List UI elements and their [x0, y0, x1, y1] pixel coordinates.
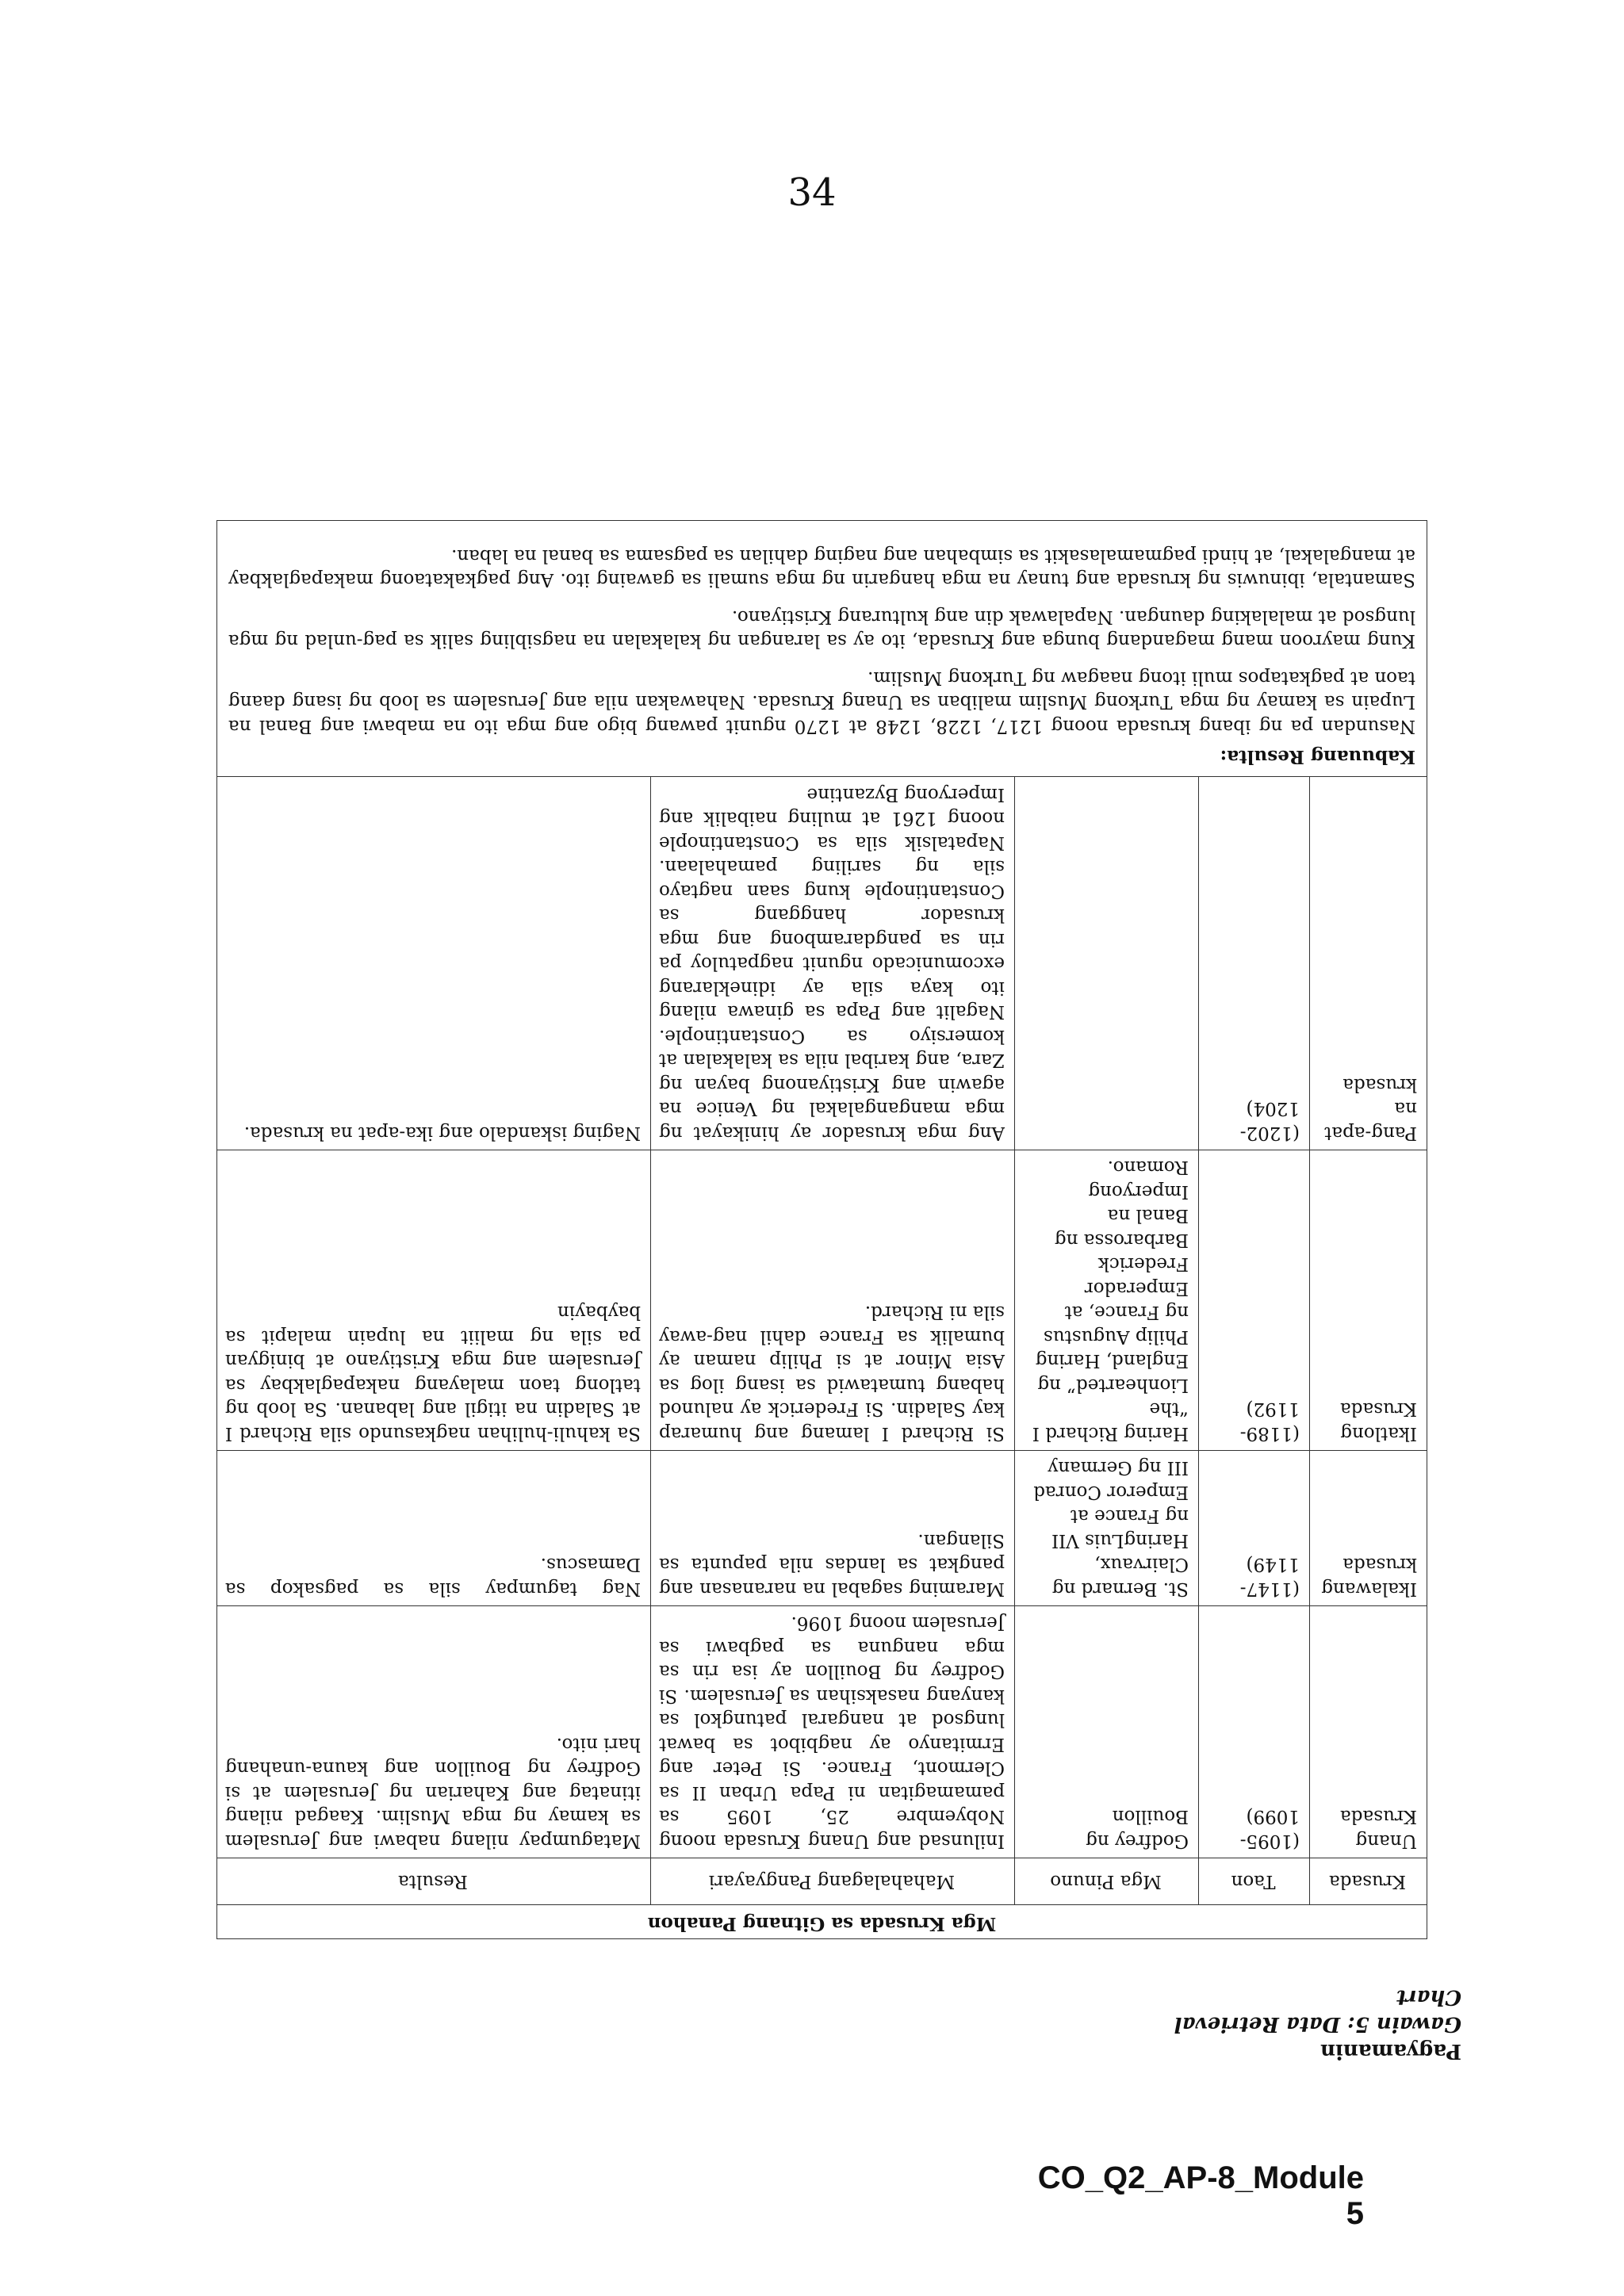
cell-resulta: Nag tagumpay sila sa pagsakop sa Damascus.	[216, 1451, 650, 1606]
cell-pangyayari: Ang mga krusador ay hinikayat ng mga mangangalakal ng Venice na agawin ang Kristiyanong bayan ng Zara, ang karibal nila sa kalakalan at komersiyo sa Constantinople. Nagalit ang Papa sa ginawa nilang ito kaya sila ay idineklarang excomunicado ngunit nagpatuloy pa rin sa pangdarambong ang mga krusador hanggang sa Constantinople kung saan nagtayo sila ng sariling pamahalaan. Napatalsik sila sa Constantinople noong 1261 at muling naibalik ang Imperyong Byzantine	[651, 777, 1015, 1150]
activity-title: Gawain 5: Data Retrieval	[1174, 2012, 1461, 2036]
overall-results-row	[216, 521, 1427, 777]
cell-taon: (1202-1204)	[1199, 777, 1310, 1150]
table-row	[216, 1451, 1427, 1606]
overall-results-cell	[216, 521, 1427, 777]
results-paragraph: Samantala, ibinuwis ng krusada ang tunay na mga hangarin ng mga sumali sa gawaing ito. Ang pagkakataong makapaglakbay at mangalakal, at hindi pagmamalasakit sa simbahan ang naging dahilan sa pagsama sa banal na laban.	[228, 545, 1415, 591]
cell-pinuno: Godfrey ng Bouillon	[1015, 1606, 1199, 1858]
cell-taon: (1147-1149)	[1199, 1451, 1310, 1606]
table-title: Mga Krusada sa Gitnang Panahon	[216, 1905, 1427, 1939]
table-row	[216, 777, 1427, 1150]
section-label: Pagyamanin	[1320, 2039, 1461, 2063]
page-number: 34	[787, 170, 837, 215]
cell-taon: (1095-1099)	[1199, 1606, 1310, 1858]
cell-krusada: Ikalawang krusada	[1310, 1451, 1427, 1606]
cell-pangyayari: Inilunsad ang Unang Krusada noong Nobyembre 25, 1095 sa pamamagitan ni Papa Urban II sa Clermont, France. Si Peter ang Ermitanyo ay nagbibot sa bawat lungsod at nangaral patungkol sa kanyang nasaksihan sa Jerusalem. Si Godfrey ng Bouillon ay isa rin sa mga nanguna sa pagbawi sa Jerusalem noong 1096.	[651, 1606, 1015, 1858]
cell-pangyayari: Maraming sagabal na naranasan ang pangkat sa landas nila papunta sa Silangan.	[651, 1451, 1015, 1606]
cell-krusada: Unang Krusada	[1310, 1606, 1427, 1858]
cell-krusada: Ikatlong Krusada	[1310, 1150, 1427, 1451]
cell-pinuno: St. Bernard ng Clairvaux, HaringLuis VII ng France at Emperor Conrad III ng Germany	[1015, 1451, 1199, 1606]
activity-title-continued: Chart	[1396, 1985, 1461, 2009]
cell-resulta: Matagumpay nilang nabawi ang Jerusalem sa kamay ng mga Muslim. Kaagad nilang itinatag ang Kaharian ng Jerusalem at si Godfrey ng Bouillon ang kauna-unahang hari nito.	[216, 1606, 650, 1858]
header-resulta: Resulta	[216, 1858, 650, 1905]
cell-resulta: Naging iskandalo ang ika-apat na krusada.	[216, 777, 650, 1150]
table-row	[216, 1150, 1427, 1451]
header-pinuno: Mga Pinuno	[1015, 1858, 1199, 1905]
results-paragraph: Kung mayroon mang magandang bunga ang Krusada, ito ay sa larangan ng kalakalan na nagsibling salik sa pag-unlad ng mga lungsod at malalaking daungan. Napalawak din ang kulturang Kristiyano.	[228, 607, 1415, 652]
header-pangyayari: Mahahalagang Pangyayari	[651, 1858, 1015, 1905]
cell-krusada: Pang-apat na krusada	[1310, 777, 1427, 1150]
results-paragraph: Nasundan pa ng ibang krusada noong 1217, 1228, 1248 at 1270 ngunit pawang bigo ang mga ito na mabawi ang Banal na Lupain sa kamay ng mga Turkong Muslim maliban sa Unang Krusada. Nahawakan nila ang Jerusalem sa loob ng isang daang taon at pagkatapos muli itong naagaw ng Turkong Muslim.	[228, 668, 1415, 737]
crusades-table	[216, 521, 1427, 1940]
header-taon: Taon	[1199, 1858, 1310, 1905]
table-header-row	[216, 1858, 1427, 1905]
cell-taon: (1189-1192)	[1199, 1150, 1310, 1451]
data-retrieval-chart	[217, 521, 1427, 1940]
cell-resulta: Sa kahuli-hulihan nagkasundo sila Richard I at Saladin na itigil ang labanan. Sa loob ng tatlong taon malayang nakapaglakbay sa Jerusalem ang mga Kristiyano at binigyan pa sila ng maliit na lupain malapit sa baybayin	[216, 1150, 650, 1451]
module-code: CO_Q2_AP-8_Module 5	[1037, 2160, 1364, 2231]
cell-pinuno	[1015, 777, 1199, 1150]
results-heading: Kabuuang Resulta:	[1220, 746, 1415, 768]
header-krusada: Krusada	[1310, 1858, 1427, 1905]
table-row	[216, 1606, 1427, 1858]
cell-pinuno: Haring Richard I “the Lionhearted” ng England, Haring Philip Augustus ng France, at Emperador Frederick Barbarossa ng Banal na Imperyong Romano.	[1015, 1150, 1199, 1451]
activity-heading	[1128, 1984, 1461, 2064]
cell-pangyayari: Si Richard I lamang ang humarap kay Saladin. Si Frederick ay nalunod habang tumatawid sa isang ilog sa Asia Minor at si Philip naman ay bumalik sa France dahil nag-away sila ni Richard.	[651, 1150, 1015, 1451]
